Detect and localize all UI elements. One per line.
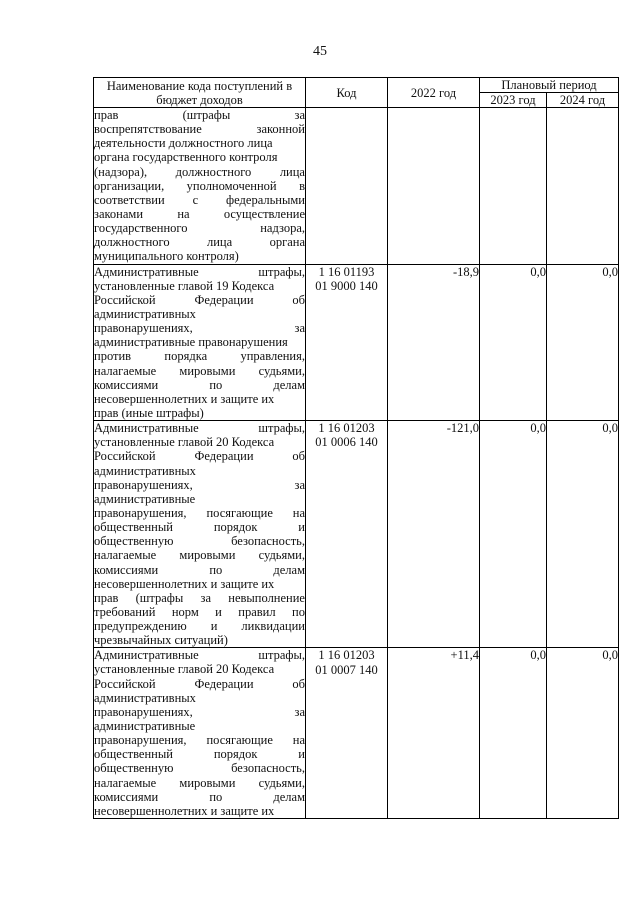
name-word: требований [94,604,156,619]
name-word: комиссиями [94,562,159,577]
name-word: ликвидации [241,619,305,634]
name-word: установленные главой 19 Кодекса [94,278,275,293]
name-word: комиссиями [94,789,159,804]
name-line [94,691,305,705]
name-line [94,577,305,591]
name-word: (надзора), [94,164,148,179]
name-word: административных [94,463,196,478]
code-line: 1 16 01193 [318,264,375,279]
name-word: мировыми [179,363,236,378]
name-word: прав (иные штрафы) [94,405,204,420]
name-word: лица [279,164,305,179]
name-word: Российской [94,449,156,464]
name-line [94,804,305,818]
name-word: уполномоченной [186,178,277,193]
row-code-cell [306,264,388,421]
name-line [94,478,305,492]
code-line: 01 0006 140 [315,435,378,450]
name-word: прав [94,590,119,605]
row-code-cell [306,648,388,819]
name-word: управления, [240,349,305,364]
name-word: общественную [94,761,174,776]
name-word: по [292,604,305,619]
name-word: об [292,449,305,464]
header-year-2023: 2023 год [480,93,547,108]
name-line [94,619,305,633]
name-word: правонарушения, [94,505,187,520]
name-word: муниципального контроля) [94,249,239,264]
name-word: правонарушениях, [94,477,193,492]
name-line [94,108,305,122]
name-word: надзора, [260,221,305,236]
name-word: правонарушениях, [94,321,193,336]
name-line [94,534,305,548]
name-line [94,193,305,207]
name-line [94,321,305,335]
name-line [94,421,305,435]
name-word: Федерации [194,449,254,464]
name-word: штрафы, [258,648,305,663]
header-planned-period: Плановый период [480,78,619,93]
value-2024-cell: 0,0 [547,421,619,648]
name-word: административных [94,690,196,705]
name-line [94,761,305,775]
name-word: за [294,477,305,492]
name-word: административных [94,306,196,321]
name-word: деятельности должностного лица [94,136,273,151]
name-word: на [177,206,190,221]
name-word: органа [269,235,305,250]
name-word: в [299,178,305,193]
name-word: административные [94,719,196,734]
name-word: и [210,619,218,634]
name-word: общественный [94,520,173,535]
name-word: судьями, [258,363,305,378]
name-word: делам [273,377,305,392]
name-word: порядок [213,747,258,762]
value-2024-cell: 0,0 [547,264,619,421]
name-line [94,150,305,164]
header-year-2022: 2022 год [388,78,480,108]
row-name-cell [94,648,306,819]
name-word: судьями, [258,548,305,563]
name-word: на [292,505,305,520]
name-word: штрафы, [258,421,305,436]
name-line [94,633,305,647]
name-word: правонарушения, [94,733,187,748]
name-word: организации, [94,178,165,193]
name-word: посягающие [206,733,273,748]
name-word: комиссиями [94,377,159,392]
name-word: с [192,192,199,207]
value-2023-cell: 0,0 [480,421,547,648]
value-2024-cell: 0,0 [547,648,619,819]
name-word: Российской [94,292,156,307]
name-word: судьями, [258,775,305,790]
header-name: Наименование кода поступлений в бюджет доходов [94,78,306,108]
name-line [94,677,305,691]
name-word: несовершеннолетних и защите их [94,803,275,818]
row-code-cell [306,421,388,648]
name-line [94,392,305,406]
name-line [94,378,305,392]
name-word: налагаемые [94,775,157,790]
header-year-2024: 2024 год [547,93,619,108]
name-line [94,648,305,662]
name-line [94,221,305,235]
name-word: посягающие [206,505,273,520]
name-line [94,449,305,463]
name-word: по [209,562,223,577]
name-word: норм [171,604,199,619]
name-word: прав [94,108,119,122]
name-word: должностного [175,164,252,179]
name-word: государственного [94,221,188,236]
name-word: по [209,789,223,804]
name-word: Административные [94,648,199,663]
name-line [94,235,305,249]
name-word: налагаемые [94,363,157,378]
name-word: установленные главой 20 Кодекса [94,662,275,677]
name-line [94,136,305,150]
name-word: Федерации [194,676,254,691]
value-2022-cell: +11,4 [388,648,480,819]
name-line [94,279,305,293]
name-word: делам [273,562,305,577]
name-line [94,364,305,378]
name-word: Федерации [194,292,254,307]
table-header [94,78,619,108]
table-row [94,108,619,265]
name-line [94,733,305,747]
name-word: установленные главой 20 Кодекса [94,435,275,450]
name-word: и [298,747,305,762]
name-word: правил [238,604,276,619]
name-word: (штрафы [135,590,184,605]
code-line: 1 16 01203 [318,421,375,436]
row-name-cell [94,264,306,421]
name-word: Российской [94,676,156,691]
name-line [94,591,305,605]
name-word: общественный [94,747,173,762]
page-number: 45 [313,44,327,59]
name-word: административные [94,491,196,506]
name-word: законной [256,122,305,137]
value-2023-cell [480,108,547,265]
name-word: федеральными [226,192,305,207]
name-line [94,464,305,478]
name-word: за [200,590,212,605]
value-2022-cell: -121,0 [388,421,480,648]
name-word: соответствии [94,192,165,207]
name-word: законами [94,206,144,221]
name-word: за [294,321,305,336]
row-name-cell [94,421,306,648]
name-line [94,122,305,136]
name-word: безопасность, [231,761,305,776]
name-word: мировыми [179,548,236,563]
name-word: порядок [213,520,258,535]
name-word: административные правонарушения [94,335,288,350]
name-word: осуществление [223,206,305,221]
name-line [94,349,305,363]
name-line [94,662,305,676]
table-row [94,264,619,421]
name-line [94,307,305,321]
name-line [94,605,305,619]
name-line [94,406,305,420]
name-line [94,520,305,534]
name-word: делам [273,789,305,804]
name-word: штрафы, [258,264,305,279]
name-line [94,165,305,179]
name-line [94,747,305,761]
revenue-table [93,77,619,819]
name-line [94,249,305,263]
name-word: Административные [94,421,199,436]
name-line [94,335,305,349]
name-line [94,719,305,733]
row-code-cell [306,108,388,265]
value-2023-cell: 0,0 [480,648,547,819]
name-line [94,705,305,719]
name-word: за [294,108,305,122]
name-word: чрезвычайных ситуаций) [94,633,228,648]
code-line: 01 9000 140 [315,278,378,293]
value-2023-cell: 0,0 [480,264,547,421]
name-word: об [292,292,305,307]
name-line [94,506,305,520]
table-row [94,648,619,819]
table-body [94,108,619,819]
code-line: 1 16 01203 [318,648,375,663]
name-word: по [209,377,223,392]
name-word: общественную [94,534,174,549]
value-2022-cell: -18,9 [388,264,480,421]
header-code: Код [306,78,388,108]
name-word: несовершеннолетних и защите их [94,391,275,406]
name-word: невыполнение [228,590,305,605]
row-name-cell [94,108,306,265]
name-word: и [215,604,222,619]
name-line [94,265,305,279]
code-line: 01 0007 140 [315,662,378,677]
table-row [94,421,619,648]
value-2024-cell [547,108,619,265]
name-line [94,548,305,562]
name-word: порядка [164,349,208,364]
name-line [94,776,305,790]
name-word: на [292,733,305,748]
name-word: и [298,520,305,535]
name-line [94,207,305,221]
name-line [94,790,305,804]
name-line [94,563,305,577]
name-word: Административные [94,264,199,279]
name-word: (штрафы [182,108,231,122]
name-line [94,293,305,307]
name-word: налагаемые [94,548,157,563]
name-word: за [294,704,305,719]
name-word: лица [207,235,233,250]
name-line [94,435,305,449]
name-word: предупреждению [94,619,187,634]
name-word: об [292,676,305,691]
name-word: органа государственного контроля [94,150,278,165]
name-line [94,179,305,193]
name-word: воспрепятствование [94,122,202,137]
name-word: несовершеннолетних и защите их [94,576,275,591]
name-word: правонарушениях, [94,704,193,719]
name-word: безопасность, [231,534,305,549]
name-word: мировыми [179,775,236,790]
name-line [94,492,305,506]
name-word: должностного [94,235,170,250]
name-word: против [94,349,132,364]
value-2022-cell [388,108,480,265]
